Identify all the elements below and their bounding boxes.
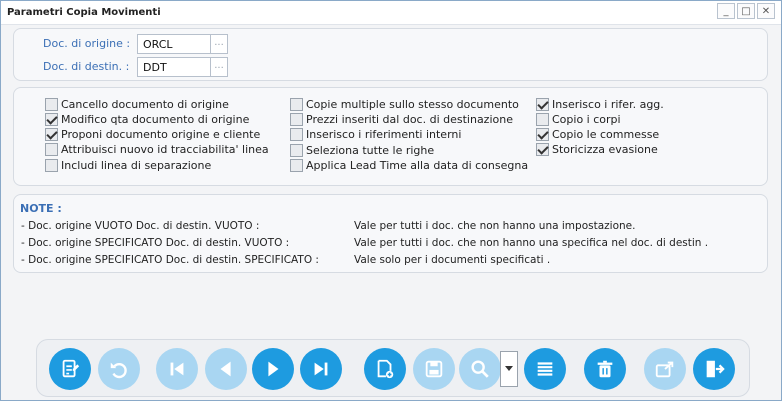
previous-record-button[interactable] — [205, 348, 247, 390]
option-checkbox[interactable] — [45, 142, 269, 157]
option-checkbox[interactable] — [290, 112, 513, 127]
delete-icon — [594, 358, 616, 380]
unchecked-box-icon[interactable] — [536, 113, 549, 126]
unchecked-box-icon[interactable] — [290, 159, 303, 172]
checked-box-icon[interactable] — [536, 98, 549, 111]
origin-doc-input[interactable]: ORCL — [137, 34, 211, 54]
origin-doc-lookup-button[interactable]: ... — [210, 34, 228, 54]
unchecked-box-icon[interactable] — [290, 128, 303, 141]
new-document-button[interactable] — [364, 348, 406, 390]
option-checkbox[interactable] — [536, 112, 621, 127]
option-label: Seleziona tutte le righe — [306, 144, 435, 157]
option-label: Modifico qta documento di origine — [61, 113, 250, 126]
option-checkbox[interactable] — [290, 158, 528, 173]
unchecked-box-icon[interactable] — [45, 159, 58, 172]
checked-box-icon[interactable] — [536, 143, 549, 156]
search-button[interactable] — [459, 348, 501, 390]
previous-record-icon — [215, 358, 237, 380]
unchecked-box-icon[interactable] — [290, 113, 303, 126]
save-button[interactable] — [413, 348, 455, 390]
undo-button[interactable] — [98, 348, 140, 390]
exit-icon — [703, 358, 725, 380]
option-checkbox[interactable] — [536, 127, 659, 142]
option-label: Inserisco i rifer. agg. — [552, 98, 664, 111]
title-bar — [1, 1, 781, 25]
window-controls — [717, 3, 775, 19]
option-label: Copio le commesse — [552, 128, 660, 141]
delete-button[interactable] — [584, 348, 626, 390]
option-checkbox[interactable] — [290, 97, 519, 112]
note-case: - Doc. origine SPECIFICATO Doc. di destin. VUOTO : — [21, 237, 290, 249]
edit-document-icon — [59, 358, 81, 380]
search-options-dropdown[interactable] — [500, 351, 518, 387]
option-label: Includi linea di separazione — [61, 159, 212, 172]
option-label: Inserisco i riferimenti interni — [306, 128, 462, 141]
dest-doc-label: Doc. di destin. : — [43, 60, 130, 73]
option-label: Attribuisci nuovo id tracciabilita' linea — [61, 143, 269, 156]
option-label: Copio i corpi — [552, 113, 621, 126]
option-label: Prezzi inseriti dal doc. di destinazione — [306, 113, 513, 126]
close-button[interactable]: ✕ — [757, 3, 775, 19]
checked-box-icon[interactable] — [45, 113, 58, 126]
checked-box-icon[interactable] — [536, 128, 549, 141]
minimize-button[interactable]: _ — [717, 3, 735, 19]
window-title: Parametri Copia Movimenti — [7, 7, 161, 18]
option-checkbox[interactable] — [536, 142, 658, 157]
maximize-button[interactable]: □ — [737, 3, 755, 19]
first-record-icon — [166, 358, 188, 380]
undo-icon — [108, 358, 130, 380]
unchecked-box-icon[interactable] — [45, 98, 58, 111]
note-desc: Vale per tutti i doc. che non hanno una specifica nel doc. di destin . — [354, 237, 709, 249]
notes-title: NOTE : — [20, 202, 62, 215]
exit-button[interactable] — [693, 348, 735, 390]
documents-panel — [13, 28, 768, 81]
option-checkbox[interactable] — [45, 127, 260, 142]
first-record-button[interactable] — [156, 348, 198, 390]
option-checkbox[interactable] — [45, 112, 249, 127]
unchecked-box-icon[interactable] — [45, 143, 58, 156]
option-checkbox[interactable] — [45, 97, 229, 112]
option-checkbox[interactable] — [45, 158, 211, 173]
dest-doc-input[interactable]: DDT — [137, 57, 211, 77]
search-icon — [469, 358, 491, 380]
option-label: Applica Lead Time alla data di consegna — [306, 159, 529, 172]
option-checkbox[interactable] — [290, 127, 461, 142]
list-icon — [534, 358, 556, 380]
next-record-button[interactable] — [252, 348, 294, 390]
dest-doc-lookup-button[interactable]: ... — [210, 57, 228, 77]
last-record-icon — [310, 358, 332, 380]
unchecked-box-icon[interactable] — [290, 98, 303, 111]
checked-box-icon[interactable] — [45, 128, 58, 141]
save-icon — [423, 358, 445, 380]
note-desc: Vale solo per i documenti specificati . — [354, 254, 551, 266]
note-case: - Doc. origine SPECIFICATO Doc. di destin. SPECIFICATO : — [21, 254, 319, 266]
export-icon — [654, 358, 676, 380]
option-label: Copie multiple sullo stesso documento — [306, 98, 519, 111]
edit-document-button[interactable] — [49, 348, 91, 390]
new-document-icon — [374, 358, 396, 380]
next-record-icon — [262, 358, 284, 380]
option-label: Storicizza evasione — [552, 143, 658, 156]
list-button[interactable] — [524, 348, 566, 390]
dropdown-arrow-icon — [505, 366, 513, 372]
origin-doc-label: Doc. di origine : — [43, 37, 131, 50]
note-desc: Vale per tutti i doc. che non hanno una impostazione. — [354, 220, 636, 232]
note-case: - Doc. origine VUOTO Doc. di destin. VUOTO : — [21, 220, 260, 232]
option-label: Cancello documento di origine — [61, 98, 229, 111]
last-record-button[interactable] — [300, 348, 342, 390]
unchecked-box-icon[interactable] — [290, 144, 303, 157]
export-button[interactable] — [644, 348, 686, 390]
option-checkbox[interactable] — [536, 97, 664, 112]
option-checkbox[interactable] — [290, 143, 434, 158]
option-label: Proponi documento origine e cliente — [61, 128, 261, 141]
